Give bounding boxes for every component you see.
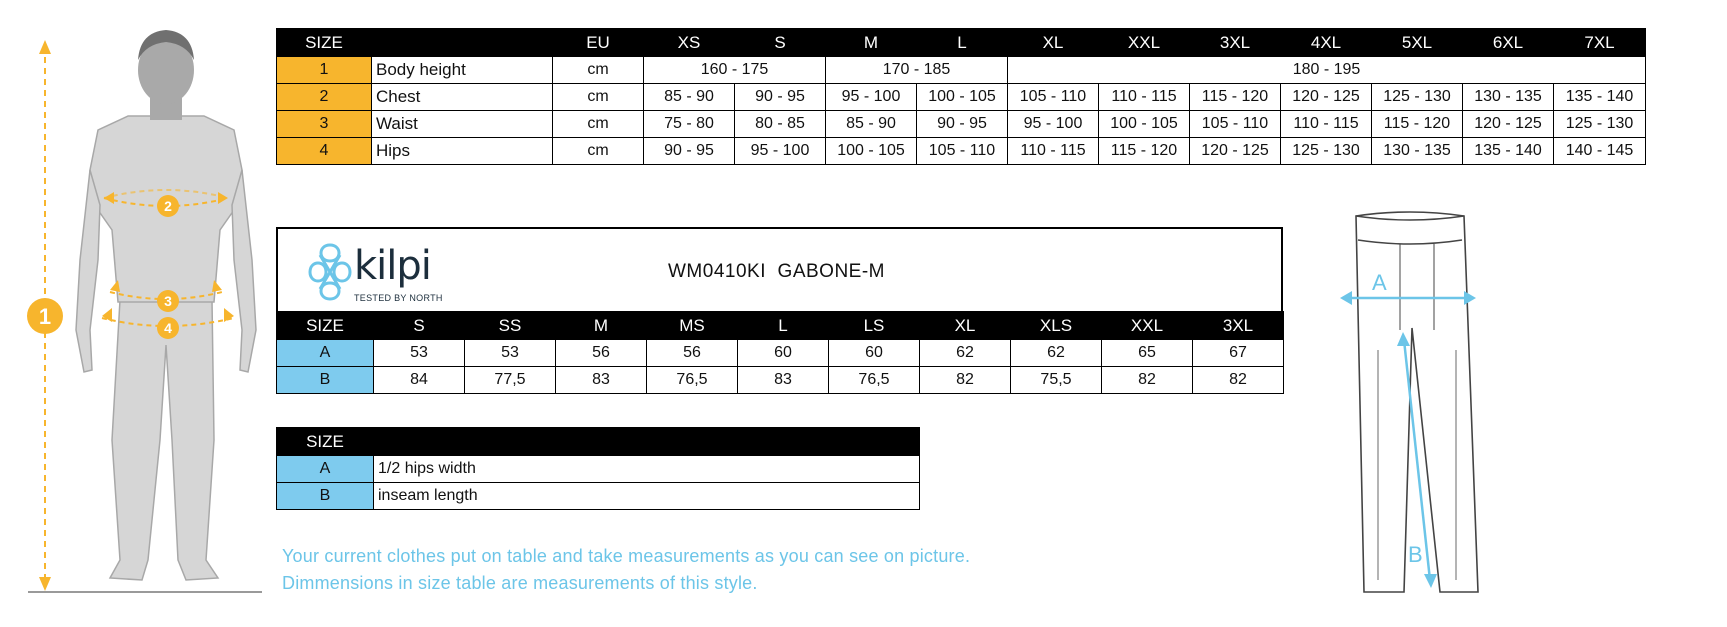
cell: 82 — [920, 367, 1011, 394]
header-size: SIZE — [277, 312, 374, 340]
cell: 76,5 — [829, 367, 920, 394]
cell: 53 — [465, 340, 556, 367]
row-label: Body height — [372, 57, 553, 84]
garment-header-row — [277, 312, 1284, 340]
cell: 80 - 85 — [735, 111, 826, 138]
header-s: S — [374, 312, 465, 340]
cell: 110 - 115 — [1099, 84, 1190, 111]
row-number: 4 — [277, 138, 372, 165]
header-xs: XS — [644, 29, 735, 57]
pants-measurement-figure — [1300, 200, 1520, 600]
cell: 105 - 110 — [1008, 84, 1099, 111]
cell: 135 - 140 — [1463, 138, 1554, 165]
note-line-1: Your current clothes put on table and take measurements as you can see on picture. — [282, 546, 971, 566]
cell: 60 — [738, 340, 829, 367]
cell: 120 - 125 — [1463, 111, 1554, 138]
header-eu: EU — [553, 29, 644, 57]
row-label: Waist — [372, 111, 553, 138]
cell: 56 — [647, 340, 738, 367]
cell: 100 - 105 — [1099, 111, 1190, 138]
cell: 105 - 110 — [1190, 111, 1281, 138]
cell: 82 — [1193, 367, 1284, 394]
cell: 95 - 100 — [826, 84, 917, 111]
cell: 120 - 125 — [1190, 138, 1281, 165]
row-key: B — [277, 367, 374, 394]
cell: 105 - 110 — [917, 138, 1008, 165]
header-xxl: XXL — [1102, 312, 1193, 340]
legend-desc: inseam length — [374, 483, 920, 510]
header-ls: LS — [829, 312, 920, 340]
cell: 90 - 95 — [644, 138, 735, 165]
header-xl: XL — [1008, 29, 1099, 57]
cell: 90 - 95 — [735, 84, 826, 111]
brand-tagline: TESTED BY NORTH — [354, 293, 443, 303]
cell: 65 — [1102, 340, 1193, 367]
row-unit: cm — [553, 111, 644, 138]
table-row-chest — [277, 84, 1646, 111]
cell: 84 — [374, 367, 465, 394]
cell: 95 - 100 — [735, 138, 826, 165]
cell: 53 — [374, 340, 465, 367]
cell: 140 - 145 — [1554, 138, 1646, 165]
cell: 130 - 135 — [1372, 138, 1463, 165]
table-row-waist — [277, 111, 1646, 138]
marker-3-label: 3 — [164, 293, 172, 309]
cell: 120 - 125 — [1281, 84, 1372, 111]
header-xxl: XXL — [1099, 29, 1190, 57]
cell: 95 - 100 — [1008, 111, 1099, 138]
legend-key: A — [277, 456, 374, 483]
cell: 85 - 90 — [826, 111, 917, 138]
row-number: 2 — [277, 84, 372, 111]
height-xs-s: 160 - 175 — [644, 57, 826, 84]
brand-logo: kilpi — [354, 243, 431, 289]
note-line-2: Dimmensions in size table are measurements of this style. — [282, 573, 758, 593]
cell: 90 - 95 — [917, 111, 1008, 138]
body-size-header-row — [277, 29, 1646, 57]
cell: 77,5 — [465, 367, 556, 394]
height-xl-7xl: 180 - 195 — [1008, 57, 1646, 84]
pants-label-b: B — [1408, 542, 1423, 567]
row-number: 1 — [277, 57, 372, 84]
cell: 135 - 140 — [1554, 84, 1646, 111]
row-number: 3 — [277, 111, 372, 138]
header-l: L — [917, 29, 1008, 57]
cell: 83 — [738, 367, 829, 394]
cell: 75,5 — [1011, 367, 1102, 394]
row-unit: cm — [553, 57, 644, 84]
header-ms: MS — [647, 312, 738, 340]
header-5xl: 5XL — [1372, 29, 1463, 57]
row-unit: cm — [553, 138, 644, 165]
cell: 62 — [1011, 340, 1102, 367]
header-xls: XLS — [1011, 312, 1102, 340]
body-size-table — [276, 28, 1646, 165]
cell: 100 - 105 — [826, 138, 917, 165]
cell: 75 - 80 — [644, 111, 735, 138]
header-l: L — [738, 312, 829, 340]
header-3xl: 3XL — [1193, 312, 1284, 340]
garment-size-table — [276, 311, 1284, 394]
table-row-b — [277, 367, 1284, 394]
table-row-b — [277, 483, 920, 510]
table-row-body-height — [277, 57, 1646, 84]
header-4xl: 4XL — [1281, 29, 1372, 57]
cell: 76,5 — [647, 367, 738, 394]
table-row-a — [277, 340, 1284, 367]
cell: 62 — [920, 340, 1011, 367]
table-row-a — [277, 456, 920, 483]
cell: 83 — [556, 367, 647, 394]
header-ss: SS — [465, 312, 556, 340]
product-title: WM0410KI GABONE-M — [668, 261, 885, 282]
header-size: SIZE — [277, 29, 372, 57]
header-6xl: 6XL — [1463, 29, 1554, 57]
row-label: Hips — [372, 138, 553, 165]
header-m: M — [826, 29, 917, 57]
product-header-box — [276, 227, 1283, 313]
cell: 125 - 130 — [1554, 111, 1646, 138]
cell: 115 - 120 — [1099, 138, 1190, 165]
cell: 56 — [556, 340, 647, 367]
legend-header-size: SIZE — [277, 428, 374, 456]
cell: 82 — [1102, 367, 1193, 394]
header-3xl: 3XL — [1190, 29, 1281, 57]
body-measurement-figure — [0, 0, 270, 627]
cell: 110 - 115 — [1008, 138, 1099, 165]
cell: 115 - 120 — [1372, 111, 1463, 138]
legend-key: B — [277, 483, 374, 510]
legend-header-blank — [374, 428, 920, 456]
row-unit: cm — [553, 84, 644, 111]
header-m: M — [556, 312, 647, 340]
height-m-l: 170 - 185 — [826, 57, 1008, 84]
row-label: Chest — [372, 84, 553, 111]
header-label — [372, 29, 553, 57]
marker-1-label: 1 — [38, 304, 52, 329]
legend-desc: 1/2 hips width — [374, 456, 920, 483]
marker-2-label: 2 — [164, 198, 172, 214]
legend-header-row — [277, 428, 920, 456]
measurement-legend-table — [276, 427, 920, 510]
table-row-hips — [277, 138, 1646, 165]
cell: 125 - 130 — [1372, 84, 1463, 111]
header-s: S — [735, 29, 826, 57]
cell: 67 — [1193, 340, 1284, 367]
cell: 115 - 120 — [1190, 84, 1281, 111]
cell: 130 - 135 — [1463, 84, 1554, 111]
cell: 85 - 90 — [644, 84, 735, 111]
pants-label-a: A — [1372, 270, 1387, 295]
cell: 125 - 130 — [1281, 138, 1372, 165]
header-7xl: 7XL — [1554, 29, 1646, 57]
kilpi-knot-icon — [304, 239, 356, 305]
cell: 60 — [829, 340, 920, 367]
cell: 100 - 105 — [917, 84, 1008, 111]
header-xl: XL — [920, 312, 1011, 340]
row-key: A — [277, 340, 374, 367]
cell: 110 - 115 — [1281, 111, 1372, 138]
marker-4-label: 4 — [164, 320, 172, 336]
